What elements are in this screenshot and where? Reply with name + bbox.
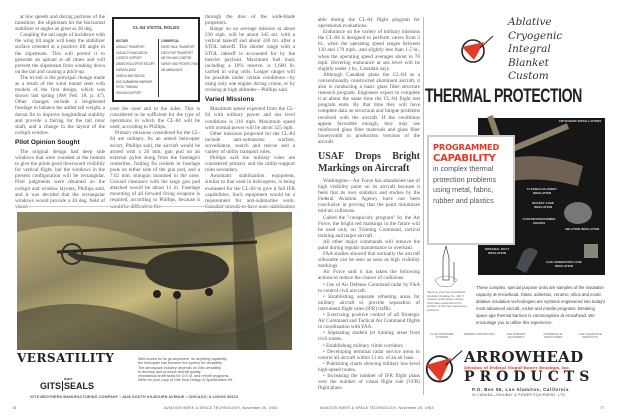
bullet: • Publishing charts showing military low-level high-speed routes. xyxy=(318,360,420,373)
capability: FLUID TRANSFER SYSTEMS xyxy=(430,333,454,340)
paragraph: Washington—Air Force has abandoned use of high visibility paint on its aircraft because it feels that its own statistics and studies by the Federal Aviation Agency have not been conclusive in proving that the paint minimizes mid-air collisions. xyxy=(318,177,420,215)
copy-line: mechanical shaft seals for O.E.M. and retrofit programs. xyxy=(138,374,230,379)
rule xyxy=(15,206,295,207)
section-heading: Pilot Opinion Sought xyxy=(15,138,80,146)
product-label: GAS GENERATOR CASE INSULATION xyxy=(546,260,582,268)
brand-products: PRODUCTS xyxy=(464,369,595,385)
role: CASUALTY EVACUATION xyxy=(116,50,148,55)
section-heading: Varied Missions xyxy=(205,96,255,104)
commercial-roles xyxy=(161,39,208,74)
paragraph: The original design had deep side windows that were rounded at the bottom to give the pilots good downward visibility for vertical flight, but the windows in the present configuration will be rectangular. Pilot judgments were obtained on the cockpit and window layouts, Phillips said, and it was decided that the rectangular windows would provide a 20 deg. field of xyxy=(15,148,105,204)
company-address: GITS BROTHERS MANUFACTURING COMPANY • 1846 SOUTH KILBOURN AVENUE • CHICAGO, ILLINOIS 60623 xyxy=(30,395,239,399)
ad-headline-thermal: THERMAL PROTECTION xyxy=(425,86,582,107)
paragraph: over the nose and to the sides. This is considered to be sufficient for the type of operations in which the CL-84 will be used, according to Phillips. xyxy=(110,106,200,131)
article-column-1 xyxy=(15,14,105,204)
ad-headline: VERSATILITY xyxy=(17,351,115,365)
type-line: Custom xyxy=(508,70,549,82)
copy-line: Well known for its go anywhere, do anything capability, xyxy=(138,357,228,361)
programmed-capability-box xyxy=(427,135,515,245)
commercial-header: COMMERCIAL xyxy=(161,39,180,43)
product-label: CRYOGENIC INSTALLATIONS xyxy=(558,119,602,123)
paragraph: Although Canadair plans the CL-84 as a conventionally constructed aluminum aircraft, it also is conducting a basic glass fiber structure research program. Engineers expect to complete it at about the same time the CL-84 flight test program ends. By that time they will have complete data on structural and fatigue problems involved with the aircraft. If the conditions appear favorable enough, they may use reinforced glass fiber materials and glass fiber honeycomb in production versions of the aircraft. xyxy=(318,71,420,145)
bullet: • Increasing the number of IFR flight plans over the number of visual flight rule (VFR) flight plans. xyxy=(318,372,420,392)
footer-right: AVIATION WEEK & SPACE TECHNOLOGY, November 25, 1963 xyxy=(320,406,434,410)
paragraph: Coupling the tail angle of incidence with the wing tilt angle will keep the stabilizer surface oriented at a positive lift angle in the slipstream. This will permit it to generate an upload at all times and will prevent the slipstream from washing down on the tail and causing a pitch-up. xyxy=(15,32,105,75)
copy-line: the helicopter has become the symbol for versatility. xyxy=(138,361,223,366)
column-divider xyxy=(423,17,424,395)
gray-line: rubber and plastics xyxy=(433,195,494,205)
product-label: ABLATION INSULATION xyxy=(564,227,600,231)
role: ARMED HELICOPTER ESCORT xyxy=(116,62,155,67)
article-headline: USAF Drops Bright Markings on Aircraft xyxy=(318,150,420,174)
page-number-left: 76 xyxy=(12,406,17,410)
role: GROUND SUPPORT xyxy=(116,91,142,96)
paragraph: able during the CL-84 flight program for operational evaluations. xyxy=(318,17,420,30)
paragraph: Primary missions considered for the CL-84 are military. As an armed helicopter escort, Phillips said, the aircraft would be armed with a 20 mm. gun pod on an external pylon slung from the fuselage's centerline, folding fin rockets in fuselage pods on either side of the gun pod, and a 7.62 mm. minigun mounted in the nose. Ground clearance with the large gun pod attached would be about 11 in. Fuselage mounting of all forward firing weapons is required, according to Phillips, because it xyxy=(110,130,200,204)
paragraph: The tri-tail is the principal change made as a result of the wind tunnel tests with models of the first design, which was shown last spring (AW Feb. 18, p. 47). Other changes include a lengthened fuselage to balance the added tail weight, a dorsal fin to improve longitudinal stability and provide a fairing for the tail rotor shaft, and a change in the layout of the cockpit window. xyxy=(15,74,105,136)
ad-description: These complex, special purpose units are samples of the insulation capacity at Arrowhead. Glass, asbestos, ceramic, silica and exotic ablative insulation technologies are systems engineered into today's most advanced aircraft, rocket and missile programs. Breaking space age thermal barriers is commonplace at Arrowhead. We encourage you to utilize this experience. xyxy=(476,285,606,326)
canada-distributor: IN CANADA—RAILWAY & POWER EQUIPMENT, LTD. xyxy=(472,393,567,397)
brand-division: Division of Federal Mogul-Bower Bearings, Inc. xyxy=(464,365,571,370)
role: AIR AMBULANCE xyxy=(161,67,183,72)
red-line: PROGRAMMED xyxy=(433,142,500,152)
bullet: • Exercising positive control of all Strategic Air Command and Tactical Air Command flights in coordination with FAA. xyxy=(318,312,420,331)
capabilities-row xyxy=(425,333,607,339)
type-line: Integral xyxy=(508,43,551,55)
bullet: • Developing terminal radar service areas to control all aircraft within 11 mi. of an air base. xyxy=(318,348,420,361)
role: SEARCH AND RESCUE xyxy=(116,73,145,78)
paragraph: Range on an average mission at about 230 mph. will be about 345 mi. with a vertical takeoff and about 330 mi. after a STOL takeoff. The shorter range with a STOL takeoff is accounted for by the heavier payload. Maximum fuel load, including a 10% reserve, is 1,600 lb. carried in wing cells. Longer ranges will be possible under certain conditions—by using only one engine during cruise, or by cruising at high altitudes—Phillips said. xyxy=(205,26,295,94)
role: EXECUTIVE TRANSPORT xyxy=(161,50,193,55)
product-label: FLEXIBLE BLANKET INSULATION xyxy=(527,187,557,195)
insulation-types xyxy=(508,16,562,84)
paragraph: Automatic stabilization equipment, similar to that used in helicopters, is being evaluated for the CL-84 to give it full IFR capabilities. Such equipment would be a requirement for anti-submarine work. xyxy=(205,173,295,204)
paragraph: Endurance on the variety of military missions the CL-84 is designed to perform varies from 2 hr., when the operating speed ranges between 120 and 170 mph., and slightly less than 1.5 hr., when the operating speed averages about to 70 mph. Hovering endurance at sea level will be slightly under 1 hr., Canadair says. xyxy=(318,29,420,72)
paragraph: Phillips said the military roles are considered primary and the utility-support roles secondary. xyxy=(205,155,295,174)
product-label: ROCKET CASE INSULATION xyxy=(532,201,554,209)
product-label: CUSTOM PREFORMED SHAPES xyxy=(522,217,556,225)
military-roles xyxy=(116,39,166,97)
gits-seals-logo xyxy=(40,377,95,391)
article-column-2 xyxy=(110,106,200,205)
bullet: • Separating student jet training areas from civil routes. xyxy=(318,330,420,343)
copy-line: to develop and produce aircraft quality xyxy=(138,369,201,374)
type-line: Ablative xyxy=(508,16,552,28)
ad-copy xyxy=(138,357,233,383)
roles-title: CL-84 V/STOL ROLES xyxy=(132,25,180,30)
product-label: INTEGRAL DUCT INSULATION xyxy=(484,247,510,255)
paragraph: FAA studies showed that normally the aircraft silhouette can be seen as soon as high visibility markings. xyxy=(318,251,420,270)
footer-left: AVIATION WEEK & SPACE TECHNOLOGY, November 25, 1963 xyxy=(164,406,278,410)
arrowhead-address: P.O. Box 56, Los Alamitos, California xyxy=(472,387,569,392)
catalog-caption: Send for your free Arrowhead Insulation Catalog No. 118. It contains authoritative design information essential to the solution of thermal engineering problems. xyxy=(427,290,467,312)
capability: THERMAL PROTECTION xyxy=(463,333,495,336)
role: ASSAULT TRANSPORT xyxy=(116,44,145,49)
bullet: • Use of Air Defense Command radar by FAA to control civil aircraft. xyxy=(318,281,420,294)
page-number-right: 77 xyxy=(600,406,605,410)
military-header: MILITARY xyxy=(116,39,129,43)
paragraph: at low speeds and during portions of the transition, the slipstream hit the horizontal stabilizer at angles as great as 30 deg. xyxy=(15,14,105,33)
brand-gits: GITS xyxy=(40,381,62,391)
role: SURVEY AND PROSPECTING xyxy=(161,62,198,67)
paragraph: Maximum speed expected from the CL-84 with military power and sea level conditions is 310 mph. Maximum speed with normal power will be about 325 mph. xyxy=(205,106,295,131)
role: SURVEILLANCE xyxy=(116,67,137,72)
gray-line: protection problems xyxy=(433,174,497,184)
capability: LIFE SUPPORT EQUIPMENT xyxy=(506,333,526,340)
article-column-3 xyxy=(205,14,295,204)
helicopter-illustration xyxy=(17,212,292,350)
arrowhead-logo-icon xyxy=(424,348,464,391)
gray-line: using metal, fabric, xyxy=(433,185,494,194)
red-line: CAPABILITY xyxy=(433,153,496,164)
type-line: Cryogenic xyxy=(508,29,563,42)
copy-line: The aerospace industry depends on Gits versatility xyxy=(138,365,221,370)
gray-line: in complex thermal xyxy=(433,164,494,173)
arrowhead-products-logo xyxy=(464,350,594,385)
role: ANTI-SUBMARINE WARFARE xyxy=(116,79,153,84)
role: LOGISTIC SUPPORT xyxy=(116,56,142,61)
brand-seals: SEALS xyxy=(64,381,95,391)
paragraph: through the disc of the wide-blade propellers. xyxy=(205,14,295,27)
article-column-right xyxy=(318,17,420,395)
paragraph: Air Force said it has taken the following actions to reduce the chance of collisions: xyxy=(318,269,420,282)
brand-shaft: SHAFT xyxy=(64,377,73,381)
brand-arrowhead: ARROWHEAD xyxy=(464,348,584,366)
role: AIR TAXI AND CHARTER xyxy=(161,56,192,61)
capability: NONMETALLIC STRUCTURES xyxy=(543,333,563,340)
capability: LOW CLEARANCE PRODUCTS xyxy=(578,333,602,340)
roles-table xyxy=(112,17,200,102)
rocket-drawing-icon xyxy=(430,246,462,295)
paragraph: Called the "conspicuity program" by the Air Force, the bright red markings in the future will be used only on Training Command, tactical training and target aircraft. xyxy=(318,214,420,239)
type-line: Blanket xyxy=(508,56,549,69)
copy-line: Write for your copy of Gits Seal Design & Specification Kit. xyxy=(138,378,234,383)
arrowhead-emblem-icon xyxy=(460,34,496,69)
role: SHORT HAUL TRANSPORT xyxy=(161,44,195,49)
paragraph: All other major commands will remove the paint during regular maintenance or overhaul. xyxy=(318,238,420,251)
role: STOVL TRAINING xyxy=(116,85,138,90)
paragraph: Other missions projected for the CL-84 include anti-submarine warfare, surveillance, search and rescue and a variety of utility transport roles. xyxy=(205,130,295,155)
bullet: • Establishing military climb corridors. xyxy=(323,342,404,349)
bullet: • Establishing separate refueling areas for military aircraft to provide separation of instrument flight rules (IFR) traffic. xyxy=(318,293,420,312)
